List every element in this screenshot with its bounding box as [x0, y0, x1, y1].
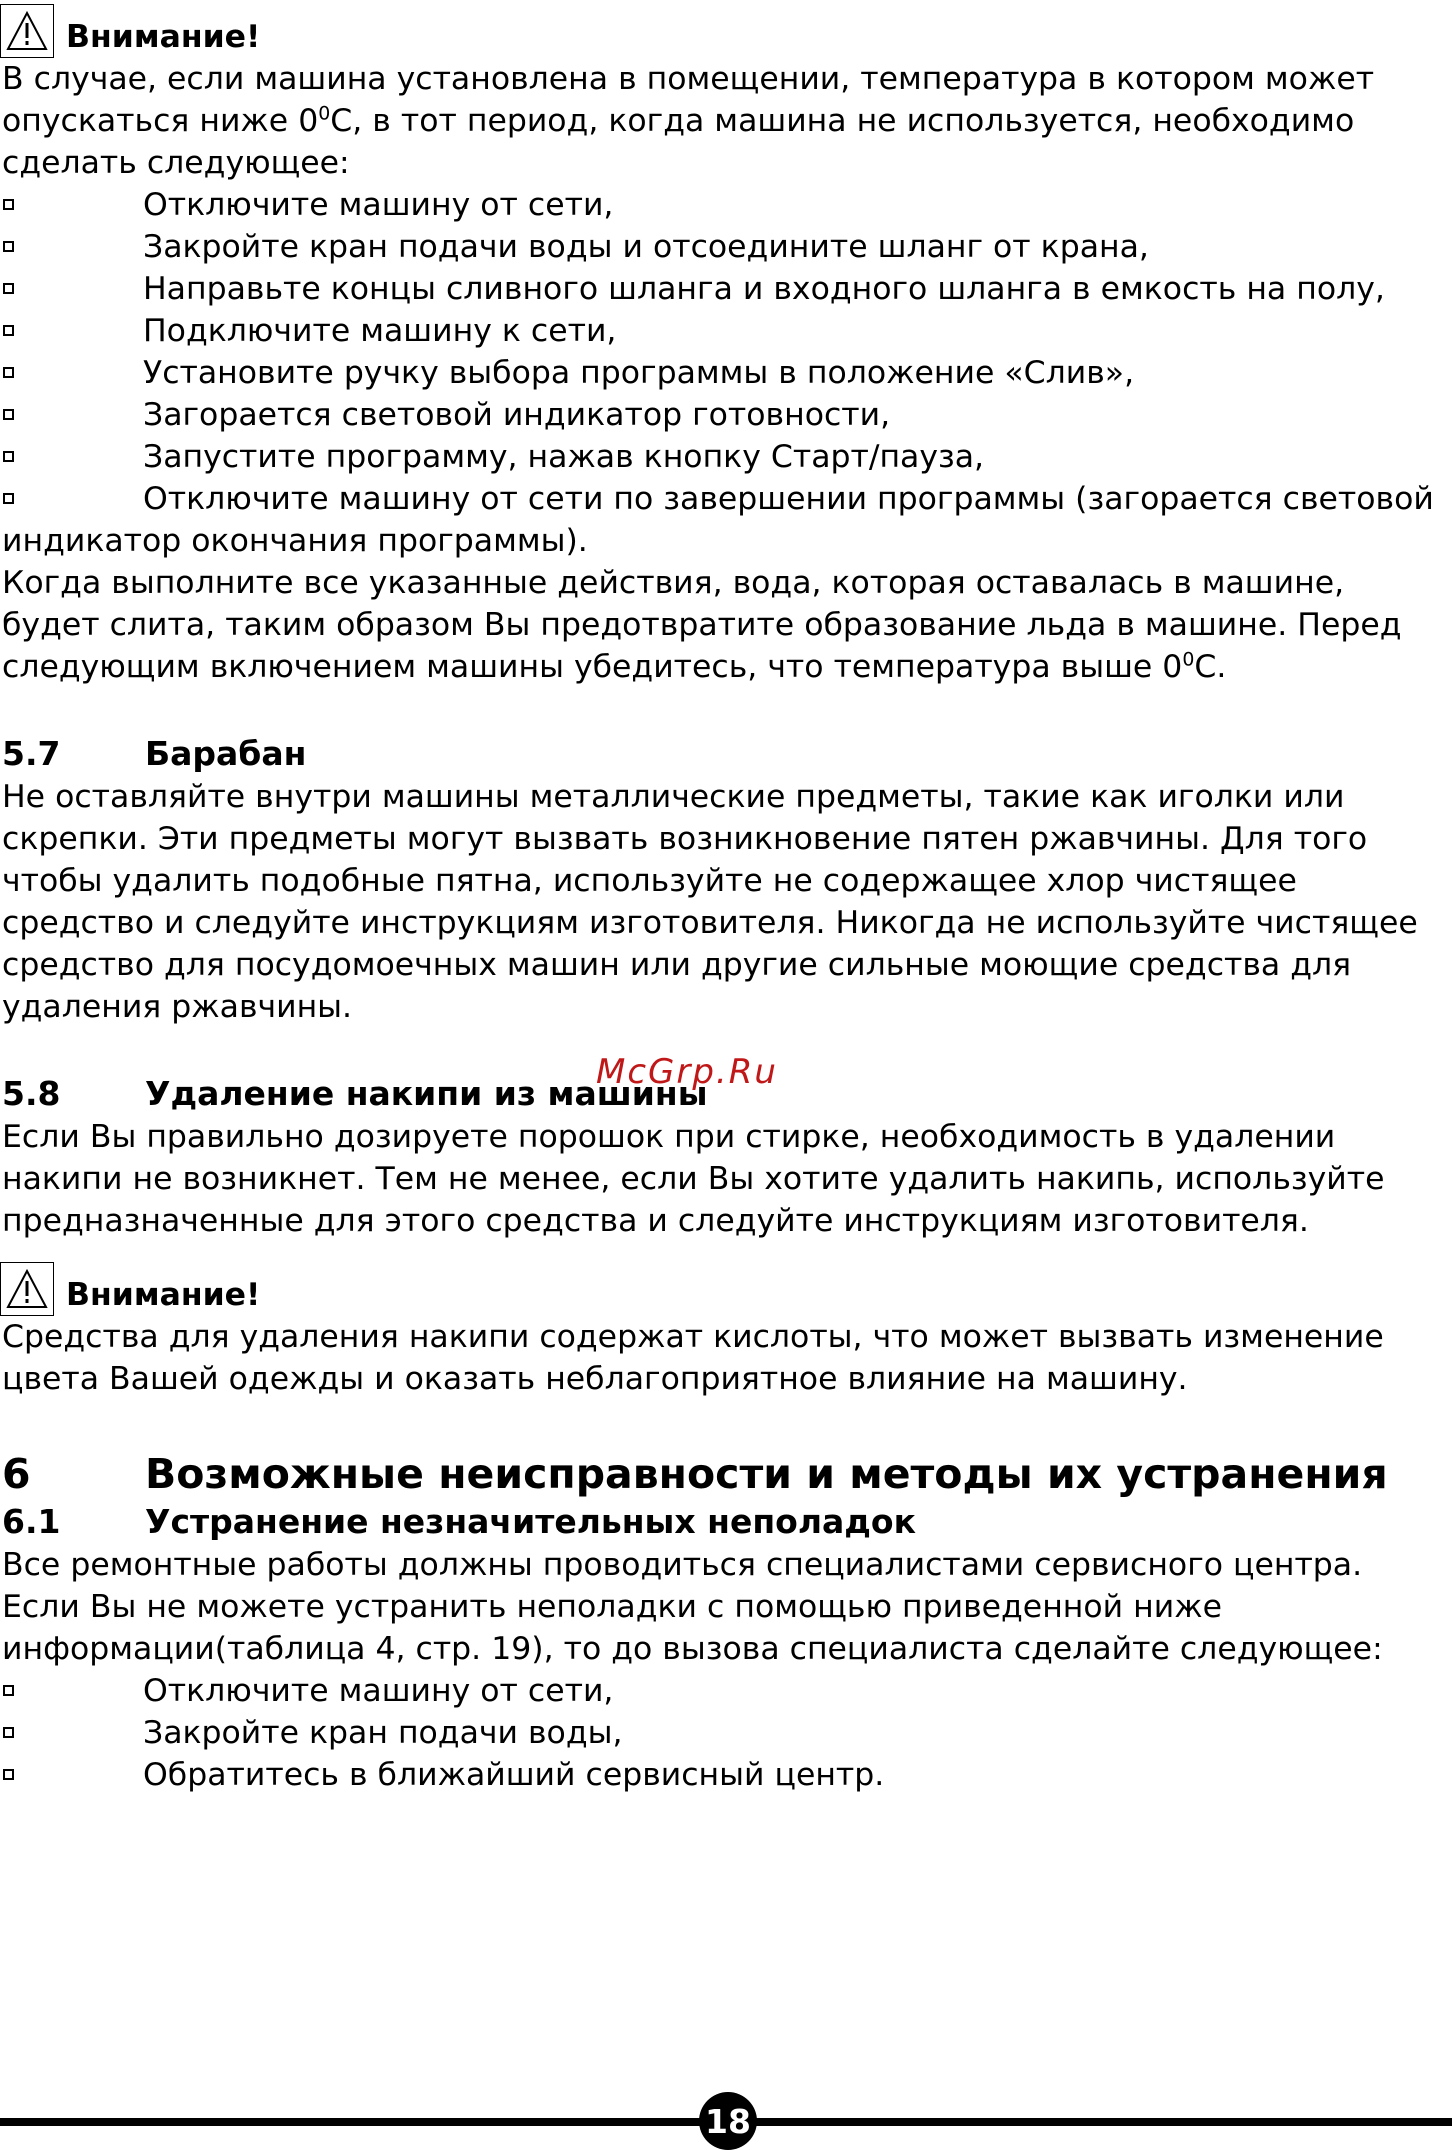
- list-item: Подключите машину к сети,: [0, 310, 1452, 352]
- warning-triangle-icon: [0, 1262, 54, 1316]
- section-text-5-8: Если Вы правильно дозируете порошок при стирке, необходимость в удалении накипи не возникнет. Тем не менее, если Вы хотите удалить накипь, используйте предназначенные для этого средства и следуйте инструкциям изготовителя.: [2, 1119, 1385, 1239]
- section-heading-6-1: 6.1 Устранение незначительных неполадок: [2, 1502, 916, 1541]
- warning-intro: В случае, если машина установлена в помещении, температура в котором может опускаться ниже $0^0С$, в тот период, когда машина не используется, необходимо сделать следующее:: [2, 61, 1375, 181]
- bullet-square-icon: [3, 325, 14, 336]
- warning-steps-list: [0, 184, 1452, 562]
- section-text-5-7: Не оставляйте внутри машины металлические предметы, такие как иголки или скрепки. Эти предметы могут вызвать возникновение пятен ржавчины. Для того чтобы удалить подобные пятна, используйте не содержащее хлор чистящее средство и следуйте инструкциям изготовителя. Никогда не используйте чистящее средство для посудомоечных машин или другие сильные моющие средства для удаления ржавчины.: [2, 779, 1418, 1025]
- warning-header: [0, 0, 1452, 58]
- warning-text: Средства для удаления накипи содержат кислоты, что может вызвать изменение цвета Вашей одежды и оказать неблагоприятное влияние на машину.: [2, 1319, 1384, 1397]
- chapter-heading-6: 6 Возможные неисправности и методы их устранения: [2, 1450, 1388, 1498]
- bullet-square-icon: [3, 1769, 14, 1780]
- bullet-square-icon: [3, 241, 14, 252]
- bullet-square-icon: [3, 493, 14, 504]
- watermark: McGrp.Ru: [596, 1052, 778, 1092]
- warning-label: Внимание!: [66, 19, 261, 55]
- bullet-square-icon: [3, 283, 14, 294]
- list-item: Направьте концы сливного шланга и входного шланга в емкость на полу,: [0, 268, 1452, 310]
- list-item: Обратитесь в ближайший сервисный центр.: [0, 1754, 1452, 1796]
- bullet-square-icon: [3, 1685, 14, 1696]
- bullet-square-icon: [3, 199, 14, 210]
- bullet-square-icon: [3, 367, 14, 378]
- section-heading-5-8: 5.8 Удаление накипи из машины: [2, 1074, 708, 1113]
- bullet-square-icon: [3, 451, 14, 462]
- warning-triangle-icon: [0, 4, 54, 58]
- warning-outro: Когда выполните все указанные действия, вода, которая оставалась в машине, будет слита, таким образом Вы предотвратите образование льда в машине. Перед следующим включением машины убедитесь, что температура выше $0^0С$.: [2, 565, 1402, 685]
- list-item: Отключите машину от сети,: [0, 1670, 1452, 1712]
- page-number: 18: [699, 2092, 757, 2150]
- warning-label: Внимание!: [66, 1277, 261, 1313]
- list-item: Запустите программу, нажав кнопку Старт/пауза,: [0, 436, 1452, 478]
- list-item: Установите ручку выбора программы в положение «Слив»,: [0, 352, 1452, 394]
- warning-header: [0, 1258, 1452, 1316]
- list-item: Отключите машину от сети по завершении программы (загорается световой индикатор окончания программы).: [2, 481, 1434, 559]
- bullet-square-icon: [3, 409, 14, 420]
- list-item: Закройте кран подачи воды и отсоедините шланг от крана,: [0, 226, 1452, 268]
- list-item: Закройте кран подачи воды,: [0, 1712, 1452, 1754]
- list-item: Загорается световой индикатор готовности,: [0, 394, 1452, 436]
- service-steps-list: [0, 1670, 1452, 1796]
- section-text-6-1: Все ремонтные работы должны проводиться специалистами сервисного центра. Если Вы не можете устранить неполадки с помощью приведенной ниже информации(таблица 4, стр. 19), то до вызова специалиста сделайте следующее:: [2, 1547, 1383, 1667]
- section-heading-5-7: 5.7 Барабан: [2, 734, 307, 773]
- bullet-square-icon: [3, 1727, 14, 1738]
- list-item: Отключите машину от сети,: [0, 184, 1452, 226]
